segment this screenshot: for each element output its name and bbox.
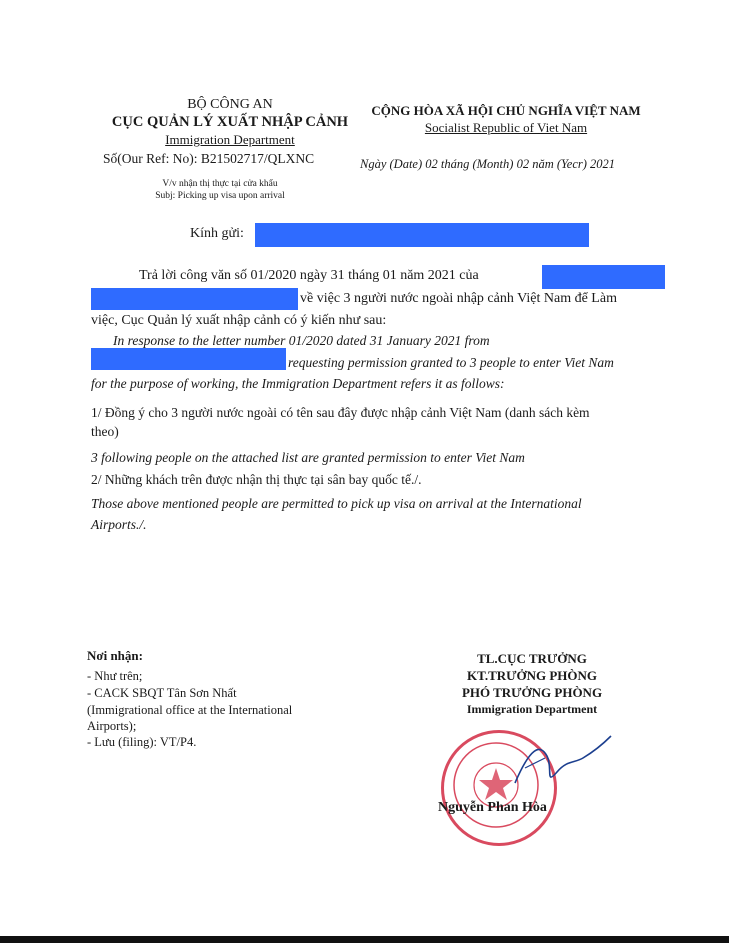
- signer-name: Nguyễn Phan Hòa: [438, 800, 547, 815]
- recipient-item: Airports);: [87, 719, 137, 733]
- department-name-en: Immigration Department: [165, 132, 295, 147]
- body-en-line1: In response to the letter number 01/2020 dated 31 January 2021 from: [113, 333, 490, 348]
- redaction-sender-2: [91, 288, 298, 310]
- item-2-en-line2: Airports./.: [91, 517, 147, 532]
- redaction-recipient: [255, 223, 589, 247]
- item-2-en-line1: Those above mentioned people are permitted to pick up visa on arrival at the International: [91, 496, 582, 511]
- ministry-name: BỘ CÔNG AN: [187, 97, 273, 112]
- department-name: CỤC QUẢN LÝ XUẤT NHẬP CẢNH: [111, 114, 349, 130]
- recipient-item: - Lưu (filing): VT/P4.: [87, 735, 197, 749]
- item-1-line2: theo): [91, 424, 119, 439]
- item-2: 2/ Những khách trên được nhận thị thực tại sân bay quốc tế./.: [91, 472, 422, 487]
- subject-vi: V/v nhận thị thực tại cửa khẩu: [162, 179, 278, 189]
- reference-number: Số(Our Ref: No): B21502717/QLXNC: [103, 151, 315, 166]
- item-1-line1: 1/ Đồng ý cho 3 người nước ngoài có tên sau đây được nhập cảnh Việt Nam (danh sách kèm: [91, 405, 590, 420]
- body-vi-line2: về việc 3 người nước ngoài nhập cảnh Việt Nam để Làm: [300, 291, 617, 306]
- signature-scribble-icon: [505, 728, 615, 798]
- signature-line1: TL.CỤC TRƯỞNG: [477, 651, 587, 666]
- recipients-title: Nơi nhận:: [87, 648, 143, 663]
- body-en-line3: for the purpose of working, the Immigration Department refers it as follows:: [91, 376, 505, 391]
- body-en-line2: requesting permission granted to 3 people to enter Viet Nam: [288, 355, 614, 370]
- greeting-label: Kính gửi:: [190, 226, 244, 241]
- document-date: Ngày (Date) 02 tháng (Month) 02 năm (Yecr) 2021: [360, 157, 616, 171]
- signature-line3: PHÓ TRƯỞNG PHÒNG: [461, 685, 603, 700]
- subject-en: Subj: Picking up visa upon arrival: [155, 191, 285, 201]
- item-1-en: 3 following people on the attached list are granted permission to enter Viet Nam: [91, 450, 525, 465]
- country-name-en: Socialist Republic of Viet Nam: [424, 120, 588, 135]
- signature-line2: KT.TRƯỞNG PHÒNG: [467, 668, 597, 683]
- signature-line4: Immigration Department: [466, 702, 598, 716]
- body-vi-line3: việc, Cục Quản lý xuất nhập cảnh có ý kiến như sau:: [91, 313, 387, 328]
- redaction-sender-en: [91, 348, 286, 370]
- scan-edge-bar: [0, 936, 729, 943]
- redaction-sender-1: [542, 265, 665, 289]
- country-name: CỘNG HÒA XÃ HỘI CHỦ NGHĨA VIỆT NAM: [371, 103, 641, 118]
- recipient-item: - Như trên;: [87, 669, 143, 683]
- recipient-item: (Immigrational office at the International: [87, 703, 293, 717]
- body-vi-line1: Trả lời công văn số 01/2020 ngày 31 tháng 01 năm 2021 của: [139, 268, 479, 283]
- recipient-item: - CACK SBQT Tân Sơn Nhất: [87, 686, 237, 700]
